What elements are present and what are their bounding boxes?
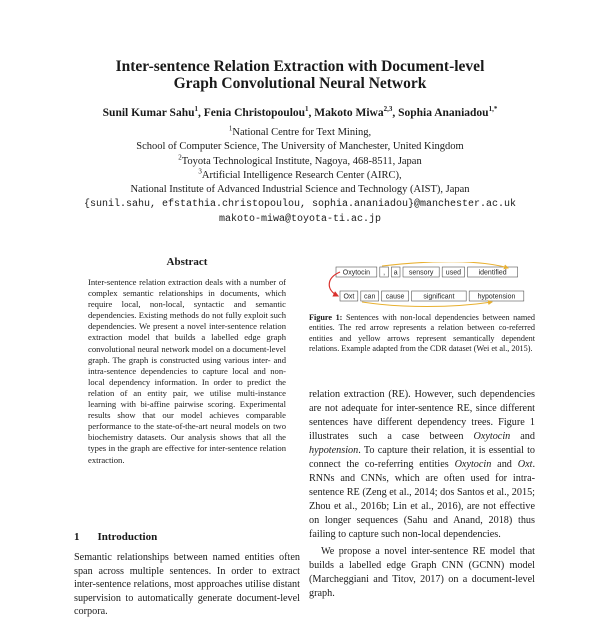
token: Oxytocin xyxy=(342,269,371,277)
paper-title: Inter-sentence Relation Extraction with Document-level Graph Convolutional Neural Network xyxy=(115,58,485,92)
paragraph: relation extraction (RE). However, such dependencies are not adequate for inter-sentence RE, since different sentences have different dependency trees. Figure 1 illustrates such a case between Oxytocin and hypotension. To capture their relation, it is essential to connect the co-referring entities Oxytocin and Oxt. RNNs and CNNs, which are often used for intra-sentence RE (Zeng et al., 2014; dos Santos et al., 2015; Zhou et al., 2016b; Lin et al., 2016), are not effective on longer sequences (Sahu and Anand, 2018) thus failing to capture such non-local dependencies. xyxy=(309,389,536,540)
token: hypotension xyxy=(477,293,516,301)
figure-caption xyxy=(309,313,535,355)
abstract-text: Inter-sentence relation extraction deals with a number of complex semantic relationships in documents, which require local, non-local, syntactic and semantic dependencies. Existing methods do not fully exploit such dependencies. We present a novel inter-sentence relation extraction model that builds a labelled edge graph convolutional neural network model on a document-level graph. The graph is constructed using various inter- and intra-sentence dependencies to capture local and non-local dependency information. In order to predict the relation of an entity pair, we utilise multi-instance learning with bi-affine pairwise scoring. Experimental results show that our model achieves comparable performance to the state-of-the-art neural models on two biochemistry datasets. Our analysis shows that all the types in the graph are effective for inter-sentence relation extraction. xyxy=(88,277,286,465)
section-heading xyxy=(74,531,157,543)
affiliation-2: $^2$Toyota Technological Institute, Nagoya, 468-8511, Japan xyxy=(178,153,422,167)
token: , xyxy=(383,269,386,277)
token: a xyxy=(393,269,398,277)
token: can xyxy=(364,293,376,301)
sentence-1 xyxy=(336,267,518,277)
token: cause xyxy=(385,293,405,301)
sentence-2 xyxy=(340,291,524,301)
section-title: Introduction xyxy=(97,531,158,543)
author: Sunil Kumar Sahu xyxy=(102,107,195,119)
paragraph: We propose a novel inter-sentence RE model that builds a labelled edge Graph CNN (GCNN) model (Marcheggiani and Titov, 2017) on a document-level graph. xyxy=(309,546,535,599)
dependency-diagram xyxy=(322,262,528,308)
author-list: Sunil Kumar Sahu$^1$, Fenia Christopoulou$^1$, Makoto Miwa$^{2,3}$, Sophia Ananiadou$^{1,*}$ xyxy=(102,105,498,119)
author: Makoto Miwa xyxy=(314,107,384,119)
author: Fenia Christopoulou xyxy=(203,107,306,119)
affiliation-3: $^3$Artificial Intelligence Research Center (AIRC), National Institute of Advanced Industrial Science and Technology (AIST), Japan xyxy=(130,167,470,195)
email-line: {sunil.sahu, efstathia.christopoulou, sophia.ananiadou}@manchester.ac.uk xyxy=(83,199,517,210)
right-column-text xyxy=(309,388,535,601)
email-line: makoto-miwa@toyota-ti.ac.jp xyxy=(218,214,382,225)
figure-1 xyxy=(322,262,528,308)
token: sensory xyxy=(408,269,434,277)
token: Oxt xyxy=(343,293,355,301)
author: Sophia Ananiadou xyxy=(398,107,489,119)
coreference-arrow xyxy=(329,272,340,296)
token: identified xyxy=(478,269,507,277)
token: used xyxy=(445,269,461,277)
token: significant xyxy=(423,293,455,301)
section-number: 1 xyxy=(74,531,80,543)
dependency-arrow xyxy=(362,302,492,307)
abstract-heading: Abstract xyxy=(166,256,208,268)
caption-text: Sentences with non-local dependencies between named entities. The red arrow represents a relation between co-referred entities and yellow arrows represent semantically dependent relations. Example adapted from the CDR dataset (Wei et al., 2015). xyxy=(309,313,535,354)
intro-text: Semantic relationships between named entities often span across multiple sentences. In order to extract inter-sentence relations, most approaches utilise distant supervision to automatically generate document-level corpora. xyxy=(74,552,300,618)
affiliation-1: $^1$National Centre for Text Mining, School of Computer Science, The University of Manchester, United Kingdom xyxy=(136,124,464,152)
figure-label: Figure 1: xyxy=(309,313,343,322)
